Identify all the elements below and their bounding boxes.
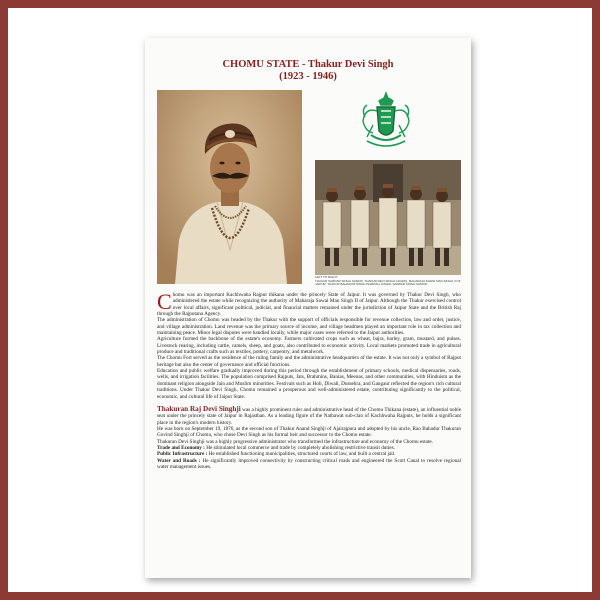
paragraph bbox=[157, 406, 461, 426]
paragraph bbox=[157, 289, 461, 318]
paragraph-text: was a highly prominent ruler and administrative head of the Chomu Thikana (estate), an influential noble seat under the princely state of Jaipur in Rajasthan. As a leading figure of the Nathawat sub-clan of Kachhwaha Rajputs, he holds a significant place in the region's modern history. bbox=[157, 406, 461, 426]
paragraph-text: homu was an important Kachhwaha Rajput thikana under the princely State of Jaipur. It was governed by Thakur Devi Singh, who administered the estate while recognizing the authority of Maharaja Sawai Man Singh II of Jaipur. Although the Thakur exercised control over local affairs, significant political, judicial, and financial matters remained under the jurisdiction of Jaipur State and the British Raj through the Rajputana Agency. bbox=[157, 292, 461, 318]
group-photo bbox=[315, 160, 461, 275]
item-text: He stimulated local commerce and trade by completely abolishing restrictive transit duties. bbox=[204, 444, 395, 451]
paragraph: Agriculture formed the backbone of the estate's economy. Farmers cultivated crops such as wheat, bajra, barley, gram, mustard, and pulses. Livestock rearing, including cattle, camels, sheep, and goats, also contributed to economic activity. Local markets promoted trade in agricultural produce and traditional crafts such as textiles, pottery, carpentry, and metalwork. bbox=[157, 336, 461, 356]
page-subtitle-years: (1923 - 1946) bbox=[279, 71, 337, 82]
item-text: He established functioning municipalities, structured courts of law, and built a central jail. bbox=[207, 451, 396, 458]
poster-frame bbox=[8, 8, 592, 592]
list-item bbox=[157, 458, 461, 471]
caption-line: JAIPUR, THAKUR BAHADUR SINGH ISARDAH, RAWAL SARDAR SINGH SAMOD bbox=[315, 282, 428, 287]
item-label: Trade and Economy : bbox=[157, 444, 205, 451]
photo-caption bbox=[315, 276, 461, 287]
poster-panel bbox=[145, 38, 471, 578]
item-text: He significantly improved connectivity by constructing critical roads and engineered the Scott Canal to resolve regional water management issues. bbox=[157, 457, 462, 470]
paragraph: He was born on September 19, 1876, as the second son of Thakur Anand Singhji of Ajairajpura and adopted by his uncle, Rao Bahadur Thakuran Govind Singhji of Chomu, who chose Devi Singh as his formal heir and successor to the Chomu estate. bbox=[157, 425, 461, 439]
paragraph: Thakuran Devi Singhji was a highly progressive administrator who transformed the infrastructure and economy of the Chomu estate. bbox=[157, 438, 434, 445]
paragraph: Education and public welfare gradually improved during this period through the establishment of primary schools, medical dispensaries, roads, wells, and irrigation facilities. The population comprised Rajputs, Jats, Brahmins, Banias, Meenas, and other communities, with Hinduism as the dominant religion alongside Jain and Muslim minorities. Festivals such as Holi, Diwali, Dussehra, and Gangaur reflected the region's rich cultural traditions. Under Thakur Devi Singh, Chomu remained a prosperous and well-administered estate, contributing significantly to the political, economic, and cultural life of Jaipur State. bbox=[157, 368, 461, 400]
item-label: Water and Roads : bbox=[157, 457, 201, 464]
item-label: Public Infrastructure : bbox=[157, 451, 208, 458]
caption-line: THAKUR SARDAR SINGH SAMOD, THAKUR DEVI SINGH CHOMU, MAHARAJA SAWAI MAN SINGH II OF bbox=[315, 278, 461, 283]
article-body bbox=[157, 289, 462, 470]
portrait-photo bbox=[157, 90, 302, 284]
page-title: CHOMU STATE - Thakur Devi Singh bbox=[222, 59, 394, 70]
ruler-name: Thakuran Raj Devi Singhji bbox=[157, 404, 241, 413]
paragraph: The administration of Chomu was headed by the Thakur with the support of officials responsible for revenue collection, law and order, justice, and village administration. Land revenue was the primary source of income, and village headmen played an important role in tax collection and maintaining peace. Minor legal disputes were handled locally, while major cases were referred to the Jaipur authorities. bbox=[157, 317, 461, 337]
drop-cap: C bbox=[157, 289, 172, 314]
caption-line: LEFT TO RIGHT bbox=[315, 275, 338, 279]
paragraph: The Chomu Fort served as the residence of the ruling family and the administrative headquarters of the estate. It was not only a symbol of Rajput heritage but also the center of governance and official functions. bbox=[157, 355, 461, 368]
royal-coat-of-arms-icon bbox=[357, 91, 415, 153]
